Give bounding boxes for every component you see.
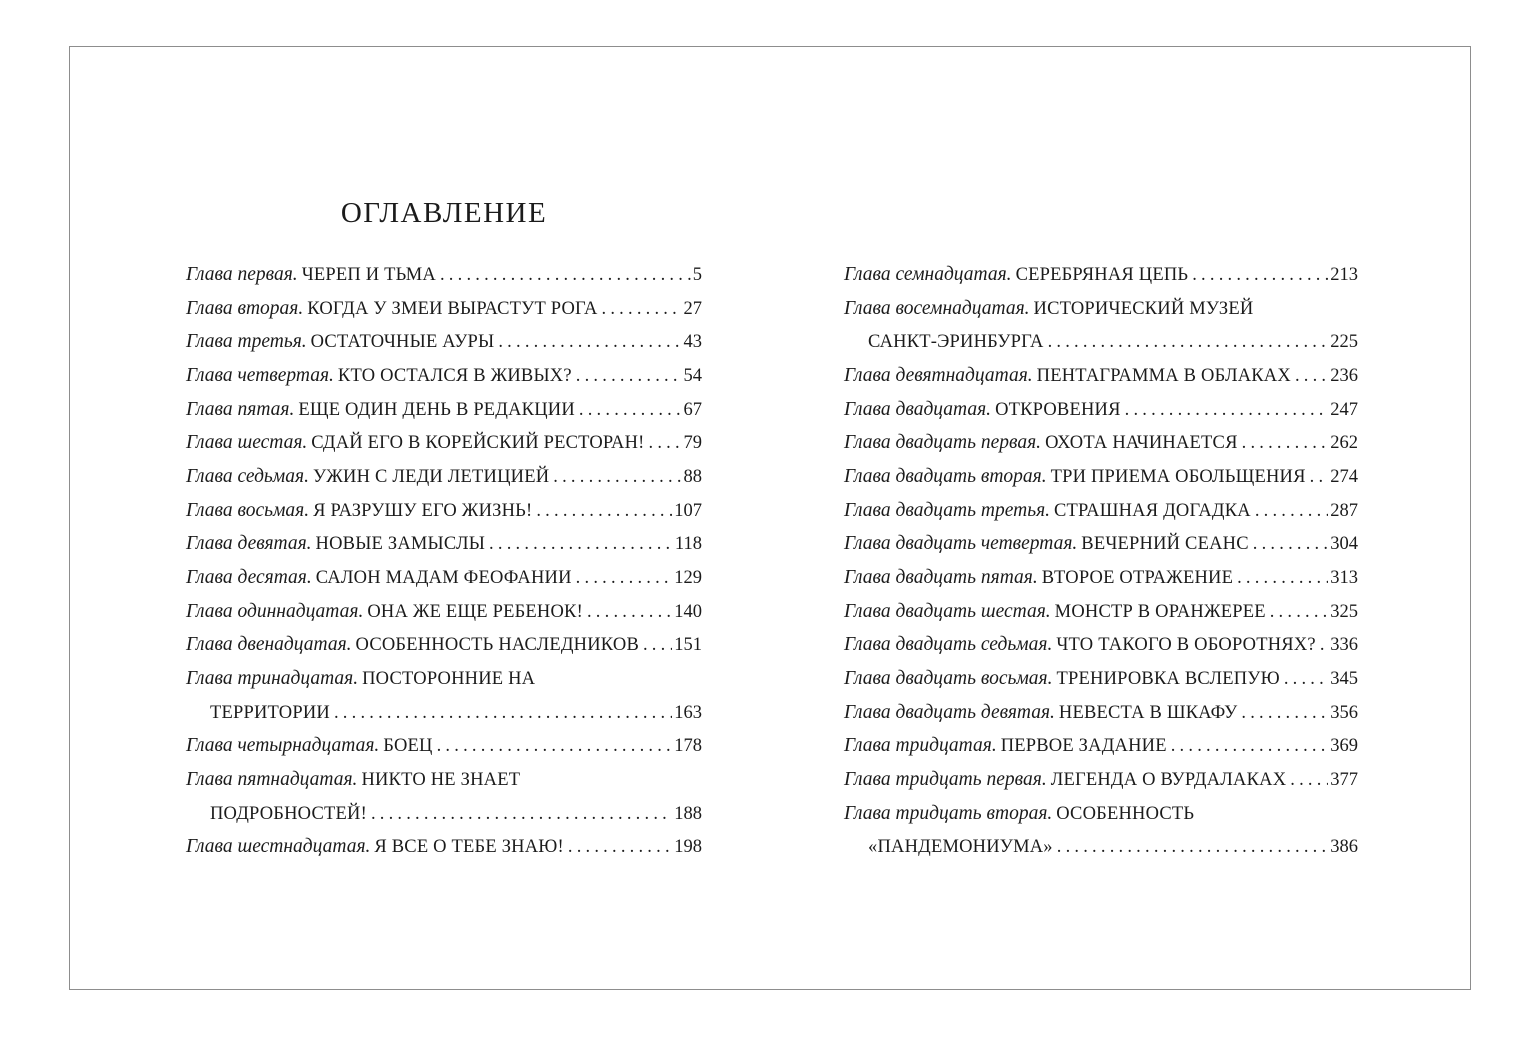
- toc-entry-line: [186, 697, 702, 731]
- toc-entry-text: [186, 730, 433, 764]
- chapter-label: Глава восьмая.: [186, 499, 310, 521]
- dot-leader: [553, 461, 681, 494]
- dot-leader: [1241, 697, 1328, 730]
- chapter-label: Глава двадцать седьмая.: [844, 634, 1053, 656]
- toc-entry-line: [844, 798, 1358, 832]
- page-number: 213: [1330, 265, 1358, 285]
- chapter-label: Глава двадцать четвертая.: [844, 533, 1078, 555]
- chapter-label: Глава двадцать первая.: [844, 432, 1042, 454]
- page-number: 274: [1330, 466, 1358, 487]
- toc-entry-line: [186, 528, 702, 562]
- chapter-title: САЛОН МАДАМ ФЕОФАНИИ: [315, 567, 572, 588]
- chapter-title: СТРАШНАЯ ДОГАДКА: [1054, 500, 1251, 521]
- chapter-label: Глава четырнадцатая.: [186, 735, 380, 757]
- toc-entry-line: [186, 764, 702, 798]
- toc-entry: [844, 764, 1358, 798]
- toc-entry: [844, 730, 1358, 764]
- chapter-title: СДАЙ ЕГО В КОРЕЙСКИЙ РЕСТОРАН!: [311, 433, 645, 454]
- chapter-title: ОСОБЕННОСТЬ: [1056, 803, 1195, 824]
- toc-entry: [844, 293, 1358, 360]
- chapter-title: Я РАЗРУШУ ЕГО ЖИЗНЬ!: [313, 500, 533, 521]
- page-number: 67: [683, 399, 702, 420]
- page-number: 27: [683, 298, 702, 319]
- toc-entry-line: [186, 798, 702, 832]
- page-number: 198: [674, 837, 702, 858]
- toc-entry-text: [186, 326, 494, 360]
- chapter-title: ПЕНТАГРАММА В ОБЛАКАХ: [1036, 365, 1291, 386]
- toc-entry-text: [186, 461, 549, 495]
- toc-entry: [186, 764, 702, 831]
- chapter-title: Я ВСЕ О ТЕБЕ ЗНАЮ!: [374, 837, 564, 858]
- dot-leader: [334, 697, 672, 730]
- page-number: 178: [674, 736, 702, 757]
- dot-leader: [568, 831, 672, 864]
- toc-entry: [844, 596, 1358, 630]
- toc-entry: [186, 259, 702, 293]
- chapter-label: Глава девятнадцатая.: [844, 364, 1033, 386]
- toc-entry-line: [186, 663, 702, 697]
- page-number: 356: [1330, 702, 1358, 723]
- chapter-title-continuation: ПОДРОБНОСТЕЙ!: [210, 803, 367, 824]
- dot-leader: [498, 326, 681, 359]
- toc-entry-text: [186, 259, 436, 293]
- toc-entry-text: [186, 764, 520, 798]
- toc-entry-text: [186, 360, 572, 394]
- toc-entry-line: [844, 764, 1358, 798]
- chapter-title: ОТКРОВЕНИЯ: [995, 399, 1121, 420]
- toc-entry-text: [868, 831, 1053, 865]
- toc-entry: [844, 461, 1358, 495]
- toc-entry-text: [844, 697, 1237, 731]
- dot-leader: [576, 360, 682, 393]
- toc-entry-text: [210, 697, 330, 731]
- chapter-label: Глава пятая.: [186, 398, 295, 420]
- toc-entry: [186, 730, 702, 764]
- page-number: 140: [674, 601, 702, 622]
- chapter-title: ПЕРВОЕ ЗАДАНИЕ: [1000, 736, 1167, 757]
- chapter-title: ЛЕГЕНДА О ВУРДАЛАКАХ: [1050, 769, 1287, 790]
- toc-entry: [186, 596, 702, 630]
- chapter-label: Глава двадцать третья.: [844, 499, 1051, 521]
- dot-leader: [602, 293, 682, 326]
- toc-entry: [186, 394, 702, 428]
- toc-entry-line: [186, 596, 702, 630]
- toc-entry-line: [844, 528, 1358, 562]
- chapter-title: ИСТОРИЧЕСКИЙ МУЗЕЙ: [1033, 298, 1254, 319]
- toc-entry: [186, 663, 702, 730]
- toc-entry: [186, 427, 702, 461]
- chapter-label: Глава третья.: [186, 331, 307, 353]
- toc-entry: [844, 427, 1358, 461]
- chapter-label: Глава вторая.: [186, 297, 304, 319]
- page-number: 313: [1330, 567, 1358, 588]
- page-number: 151: [674, 635, 702, 656]
- chapter-title-continuation: ТЕРРИТОРИИ: [210, 702, 330, 723]
- toc-entry-text: [844, 461, 1306, 495]
- chapter-title: КОГДА У ЗМЕИ ВЫРАСТУТ РОГА: [307, 298, 598, 319]
- chapter-label: Глава шестнадцатая.: [186, 836, 371, 858]
- toc-entry-line: [186, 360, 702, 394]
- page-number: 386: [1330, 837, 1358, 858]
- toc-entry-text: [844, 528, 1249, 562]
- dot-leader: [1284, 663, 1328, 696]
- toc-entry: [186, 326, 702, 360]
- toc-entry: [186, 360, 702, 394]
- toc-entry-line: [844, 663, 1358, 697]
- chapter-title: ВЕЧЕРНИЙ СЕАНС: [1081, 534, 1249, 555]
- toc-entry-text: [844, 730, 1167, 764]
- toc-entry-line: [186, 495, 702, 529]
- toc-entry-text: [844, 293, 1253, 327]
- toc-entry: [186, 831, 702, 865]
- chapter-title: ЕЩЕ ОДИН ДЕНЬ В РЕДАКЦИИ: [298, 399, 575, 420]
- dot-leader: [1290, 764, 1328, 797]
- chapter-label: Глава двадцать шестая.: [844, 600, 1051, 622]
- chapter-title: ТРИ ПРИЕМА ОБОЛЬЩЕНИЯ: [1050, 466, 1306, 487]
- page-number: 79: [683, 433, 702, 454]
- toc-entry-text: [186, 495, 532, 529]
- page-number: 54: [683, 365, 702, 386]
- dot-leader: [1057, 831, 1329, 864]
- chapter-title: ОСОБЕННОСТЬ НАСЛЕДНИКОВ: [355, 635, 639, 656]
- page-number: 43: [683, 332, 702, 353]
- toc-entry-text: [868, 326, 1044, 360]
- toc-entry: [844, 360, 1358, 394]
- page-number: 345: [1330, 668, 1358, 689]
- toc-entry-line: [844, 293, 1358, 327]
- toc-entry-line: [844, 495, 1358, 529]
- page-number: 5: [692, 265, 702, 285]
- dot-leader: [643, 629, 672, 662]
- toc-entry: [186, 461, 702, 495]
- toc-entry-text: [186, 293, 598, 327]
- dot-leader: [1192, 259, 1328, 292]
- toc-entry-line: [186, 293, 702, 327]
- chapter-title-continuation: САНКТ-ЭРИНБУРГА: [868, 332, 1044, 353]
- toc-entry: [186, 629, 702, 663]
- dot-leader: [1237, 562, 1328, 595]
- toc-column-right: [844, 259, 1358, 865]
- chapter-title: ВТОРОЕ ОТРАЖЕНИЕ: [1041, 567, 1234, 588]
- toc-entry-text: [844, 360, 1291, 394]
- toc-entry: [186, 495, 702, 529]
- toc-entry-line: [186, 394, 702, 428]
- dot-leader: [576, 562, 673, 595]
- toc-title: ОГЛАВЛЕНИЕ: [340, 197, 548, 229]
- dot-leader: [1048, 326, 1329, 359]
- toc-entry-text: [844, 596, 1266, 630]
- chapter-title: ЧЕРЕП И ТЬМА: [301, 265, 436, 285]
- chapter-label: Глава тринадцатая.: [186, 667, 359, 689]
- toc-entry: [844, 663, 1358, 697]
- chapter-title: НЕВЕСТА В ШКАФУ: [1058, 702, 1238, 723]
- chapter-title: ОХОТА НАЧИНАЕТСЯ: [1045, 433, 1238, 454]
- chapter-label: Глава двадцать девятая.: [844, 701, 1055, 723]
- toc-entry-text: [844, 427, 1238, 461]
- toc-entry-line: [844, 596, 1358, 630]
- chapter-title: БОЕЦ: [383, 736, 433, 757]
- dot-leader: [1242, 427, 1329, 460]
- toc-entry-text: [844, 259, 1188, 293]
- toc-entry: [844, 629, 1358, 663]
- toc-entry: [844, 394, 1358, 428]
- chapter-label: Глава тридцатая.: [844, 735, 997, 757]
- chapter-label: Глава седьмая.: [186, 465, 309, 487]
- dot-leader: [437, 730, 673, 763]
- toc-entry-line: [186, 629, 702, 663]
- toc-entry-text: [186, 394, 575, 428]
- page-number: 377: [1330, 769, 1358, 790]
- chapter-label: Глава девятая.: [186, 533, 312, 555]
- toc-entry-line: [844, 360, 1358, 394]
- page-number: 163: [674, 702, 702, 723]
- chapter-title: ПОСТОРОННИЕ НА: [362, 668, 536, 689]
- page-number: 88: [683, 466, 702, 487]
- chapter-label: Глава десятая.: [186, 566, 312, 588]
- chapter-title: СЕРЕБРЯНАЯ ЦЕПЬ: [1015, 265, 1189, 285]
- dot-leader: [1125, 394, 1329, 427]
- page-number: 287: [1330, 500, 1358, 521]
- chapter-label: Глава восемнадцатая.: [844, 297, 1030, 319]
- dot-leader: [536, 495, 672, 528]
- chapter-label: Глава двадцать вторая.: [844, 465, 1047, 487]
- toc-entry-text: [844, 764, 1286, 798]
- toc-entry: [844, 562, 1358, 596]
- chapter-label: Глава первая.: [186, 264, 298, 285]
- toc-entry: [186, 293, 702, 327]
- chapter-title: УЖИН С ЛЕДИ ЛЕТИЦИЕЙ: [312, 466, 550, 487]
- dot-leader: [587, 596, 672, 629]
- chapter-label: Глава семнадцатая.: [844, 264, 1012, 285]
- dot-leader: [371, 798, 672, 831]
- chapter-label: Глава двадцать пятая.: [844, 566, 1038, 588]
- page-number: 129: [674, 567, 702, 588]
- toc-entry-line: [186, 461, 702, 495]
- toc-entry-line: [844, 326, 1358, 360]
- toc-entry-text: [186, 596, 583, 630]
- dot-leader: [440, 259, 691, 292]
- toc-entry-line: [844, 629, 1358, 663]
- chapter-label: Глава одиннадцатая.: [186, 600, 364, 622]
- dot-leader: [1171, 730, 1329, 763]
- dot-leader: [1270, 596, 1329, 629]
- book-page: [69, 46, 1471, 990]
- dot-leader: [1253, 528, 1328, 561]
- page-number: 369: [1330, 736, 1358, 757]
- toc-entry-text: [844, 663, 1280, 697]
- toc-entry-line: [186, 259, 702, 293]
- dot-leader: [1295, 360, 1328, 393]
- page-number: 325: [1330, 601, 1358, 622]
- toc-entry-text: [844, 495, 1251, 529]
- toc-entry: [844, 528, 1358, 562]
- toc-entry-text: [186, 831, 564, 865]
- chapter-label: Глава четвертая.: [186, 364, 334, 386]
- chapter-label: Глава шестая.: [186, 432, 308, 454]
- chapter-title: НИКТО НЕ ЗНАЕТ: [361, 769, 521, 790]
- toc-entry-text: [844, 562, 1233, 596]
- chapter-title: ОНА ЖЕ ЕЩЕ РЕБЕНОК!: [367, 601, 583, 622]
- toc-entry-line: [844, 461, 1358, 495]
- toc-entry: [844, 259, 1358, 293]
- chapter-title: ЧТО ТАКОГО В ОБОРОТНЯХ?: [1056, 635, 1316, 656]
- chapter-title: ОСТАТОЧНЫЕ АУРЫ: [310, 332, 495, 353]
- toc-entry-text: [844, 629, 1316, 663]
- dot-leader: [579, 394, 682, 427]
- toc-entry: [186, 562, 702, 596]
- chapter-title: КТО ОСТАЛСЯ В ЖИВЫХ?: [337, 365, 572, 386]
- page-number: 304: [1330, 534, 1358, 555]
- toc-entry-line: [186, 562, 702, 596]
- page-number: 247: [1330, 399, 1358, 420]
- chapter-title: ТРЕНИРОВКА ВСЛЕПУЮ: [1056, 668, 1280, 689]
- page-number: 118: [674, 534, 702, 555]
- toc-entry-line: [844, 259, 1358, 293]
- toc-entry-text: [186, 663, 535, 697]
- toc-entry-text: [844, 798, 1194, 832]
- page-number: 188: [674, 803, 702, 824]
- toc-entry: [844, 495, 1358, 529]
- toc-entry-line: [844, 562, 1358, 596]
- page-number: 107: [674, 500, 702, 521]
- dot-leader: [649, 427, 682, 460]
- chapter-label: Глава двенадцатая.: [186, 634, 352, 656]
- chapter-label: Глава тридцать первая.: [844, 768, 1047, 790]
- toc-entry-line: [844, 697, 1358, 731]
- chapter-label: Глава двадцатая.: [844, 398, 992, 420]
- toc-entry-line: [186, 326, 702, 360]
- chapter-title: НОВЫЕ ЗАМЫСЛЫ: [315, 534, 486, 555]
- toc-entry-line: [186, 730, 702, 764]
- toc-entry: [186, 528, 702, 562]
- chapter-label: Глава двадцать восьмая.: [844, 667, 1053, 689]
- page-number: 225: [1330, 332, 1358, 353]
- toc-entry-line: [186, 831, 702, 865]
- toc-column-left: [186, 259, 702, 865]
- toc-entry-line: [186, 427, 702, 461]
- toc-entry-line: [844, 394, 1358, 428]
- toc-entry-text: [844, 394, 1121, 428]
- toc-entry-line: [844, 730, 1358, 764]
- toc-entry-text: [186, 528, 485, 562]
- dot-leader: [1255, 495, 1328, 528]
- toc-entry-text: [186, 427, 645, 461]
- dot-leader: [1320, 629, 1328, 662]
- toc-entry: [844, 798, 1358, 865]
- toc-entry-line: [844, 427, 1358, 461]
- dot-leader: [489, 528, 673, 561]
- page-number: 262: [1330, 433, 1358, 454]
- page-number: 336: [1330, 635, 1358, 656]
- chapter-title: МОНСТР В ОРАНЖЕРЕЕ: [1054, 601, 1266, 622]
- dot-leader: [1310, 461, 1329, 494]
- toc-entry-line: [844, 831, 1358, 865]
- toc-entry-text: [186, 629, 639, 663]
- toc-entry-text: [210, 798, 367, 832]
- chapter-label: Глава пятнадцатая.: [186, 768, 358, 790]
- toc-entry: [844, 697, 1358, 731]
- chapter-label: Глава тридцать вторая.: [844, 802, 1053, 824]
- chapter-title-continuation: «ПАНДЕМОНИУМА»: [868, 837, 1053, 858]
- page-number: 236: [1330, 365, 1358, 386]
- toc-entry-text: [186, 562, 572, 596]
